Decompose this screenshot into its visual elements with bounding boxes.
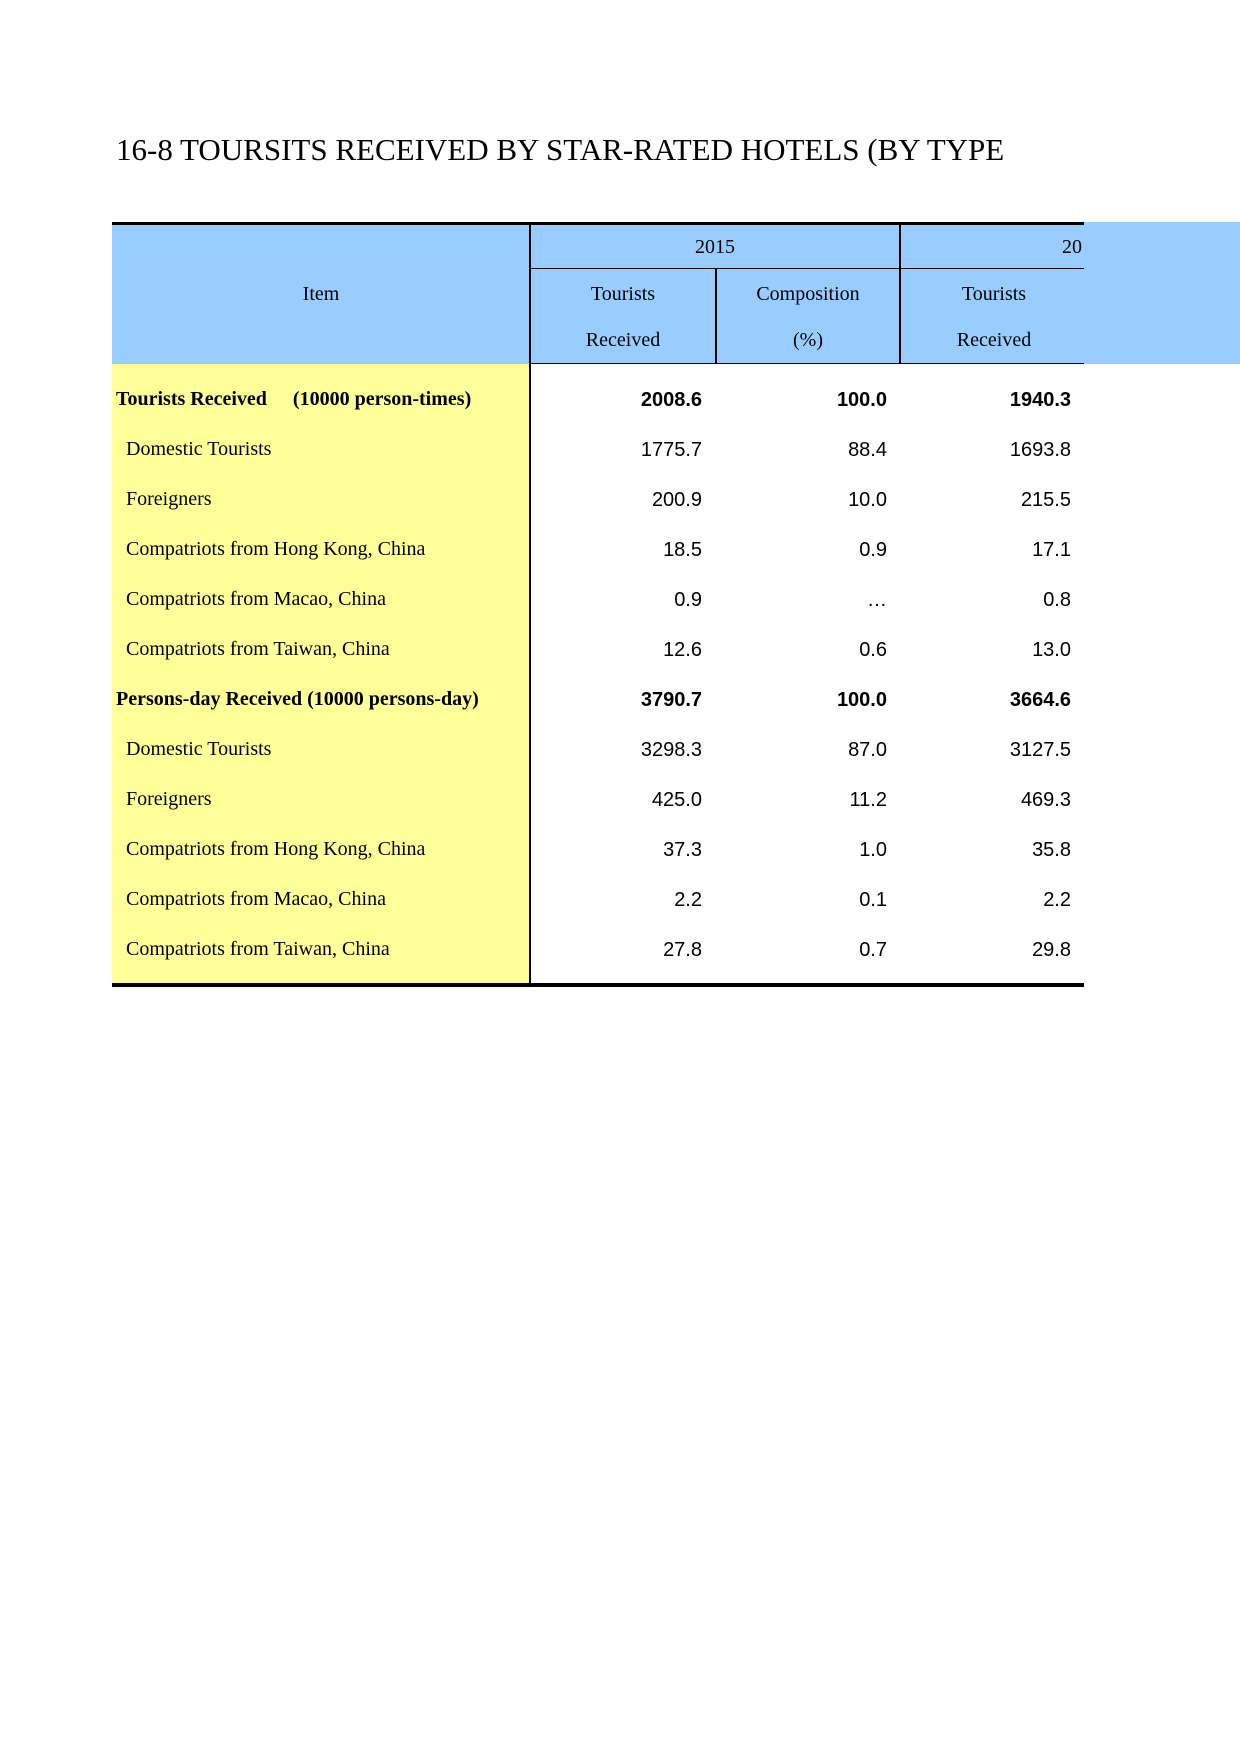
row-label-main: Tourists Received xyxy=(116,388,267,410)
cell-composition-2015: 100.0 xyxy=(836,389,887,411)
cell-received-next: 469.3 xyxy=(1020,789,1071,811)
cell-received-next: 0.8 xyxy=(1043,589,1071,611)
cell-received-next: 2.2 xyxy=(1043,889,1071,911)
header-received-next: Received xyxy=(956,329,1032,351)
cell-composition-2015: 11.2 xyxy=(849,789,887,811)
row-label-tourists-received xyxy=(116,387,530,411)
cell-received-next: 29.8 xyxy=(1032,939,1071,961)
cell-received-next: 3664.6 xyxy=(1009,689,1071,711)
header-composition-2015: Composition xyxy=(756,283,860,305)
cell-composition-2015: 1.0 xyxy=(859,839,887,861)
row-label: Foreigners xyxy=(126,488,212,510)
cell-received-next: 13.0 xyxy=(1032,639,1071,661)
table-title: 16-8 TOURSITS RECEIVED BY STAR-RATED HOTELS (BY TYPE xyxy=(116,132,1005,167)
table-top-rule xyxy=(112,222,1084,225)
cell-received-2015: 27.8 xyxy=(663,939,702,961)
row-label: Domestic Tourists xyxy=(126,738,272,760)
header-bottom-rule xyxy=(530,363,1084,364)
cell-received-next: 215.5 xyxy=(1020,489,1071,511)
table-bottom-rule xyxy=(112,983,1084,987)
cell-received-next: 1940.3 xyxy=(1009,389,1071,411)
cell-received-next: 1693.8 xyxy=(1009,439,1071,461)
row-label: Compatriots from Macao, China xyxy=(126,888,386,910)
cell-received-next: 35.8 xyxy=(1032,839,1071,861)
cell-composition-2015: 10.0 xyxy=(848,489,887,511)
header-fill-overflow xyxy=(1083,222,1240,364)
row-label: Compatriots from Hong Kong, China xyxy=(126,838,426,860)
header-year-next: 20 xyxy=(1062,236,1082,258)
cell-composition-2015: 0.6 xyxy=(859,639,887,661)
row-label: Compatriots from Taiwan, China xyxy=(126,938,390,960)
header-tourists-next: Tourists xyxy=(961,283,1027,305)
cell-received-2015: 1775.7 xyxy=(640,439,702,461)
header-tourists-2015: Tourists xyxy=(590,283,656,305)
header-percent-2015: (%) xyxy=(793,329,823,351)
cell-composition-2015: 87.0 xyxy=(848,739,887,761)
row-label: Domestic Tourists xyxy=(126,438,272,460)
header-year-2015: 2015 xyxy=(695,236,735,258)
cell-received-2015: 2.2 xyxy=(674,889,702,911)
row-label-persons-day: Persons-day Received (10000 persons-day) xyxy=(116,688,479,710)
row-label: Compatriots from Taiwan, China xyxy=(126,638,390,660)
cell-composition-2015: 0.1 xyxy=(859,889,887,911)
cell-composition-2015: 0.9 xyxy=(859,539,887,561)
row-label: Foreigners xyxy=(126,788,212,810)
header-item: Item xyxy=(302,283,340,305)
cell-received-2015: 18.5 xyxy=(663,539,702,561)
cell-received-2015: 0.9 xyxy=(674,589,702,611)
cell-received-2015: 12.6 xyxy=(663,639,702,661)
cell-received-2015: 3298.3 xyxy=(640,739,702,761)
data-table xyxy=(112,222,1084,988)
cell-received-2015: 200.9 xyxy=(651,489,702,511)
row-label-unit: (10000 person-times) xyxy=(292,388,472,410)
cell-composition-2015: 88.4 xyxy=(848,439,887,461)
cell-composition-2015: 100.0 xyxy=(836,689,887,711)
cell-received-next: 17.1 xyxy=(1032,539,1071,561)
row-label: Compatriots from Hong Kong, China xyxy=(126,538,426,560)
cell-composition-2015: 0.7 xyxy=(859,939,887,961)
cell-received-2015: 2008.6 xyxy=(640,389,702,411)
header-received-2015: Received xyxy=(585,329,661,351)
cell-received-2015: 37.3 xyxy=(663,839,702,861)
cell-received-2015: 3790.7 xyxy=(640,689,702,711)
cell-received-next: 3127.5 xyxy=(1009,739,1071,761)
cell-received-2015: 425.0 xyxy=(651,789,702,811)
row-label: Compatriots from Macao, China xyxy=(126,588,386,610)
year-underline xyxy=(530,268,1084,269)
cell-composition-2015: … xyxy=(867,589,887,611)
